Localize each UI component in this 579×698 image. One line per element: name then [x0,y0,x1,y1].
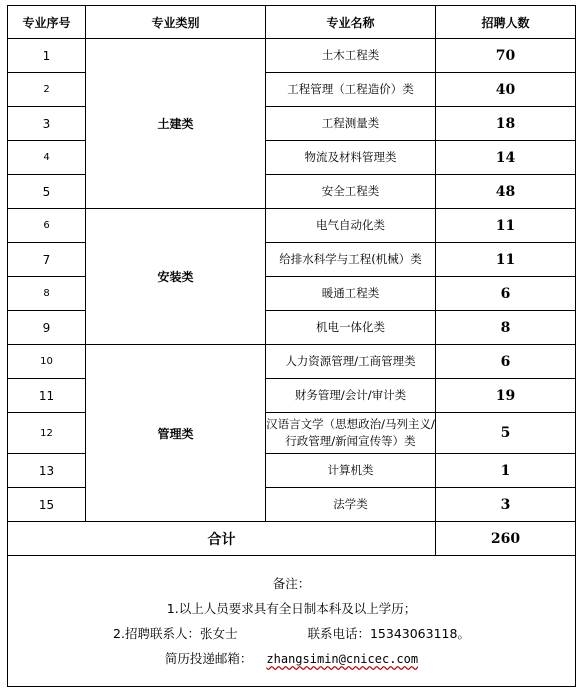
notes-cell [8,556,576,687]
header-major-name: 专业名称 [266,6,436,39]
header-seq: 专业序号 [8,6,86,39]
table-row [8,39,576,73]
count-cell: 5 [436,413,576,454]
seq-cell: 4 [8,141,86,175]
seq-cell: 15 [8,488,86,522]
count-cell: 18 [436,107,576,141]
seq-cell: 8 [8,277,86,311]
header-count: 招聘人数 [436,6,576,39]
seq-cell: 10 [8,345,86,379]
major-name-cell: 安全工程类 [266,175,436,209]
major-name-cell: 工程管理（工程造价）类 [266,73,436,107]
email-label: 简历投递邮箱： [164,650,253,666]
notes-line-email [8,646,575,672]
total-label: 合计 [8,522,436,556]
seq-cell: 7 [8,243,86,277]
count-cell: 8 [436,311,576,345]
notes-line-education: 1.以上人员要求具有全日制本科及以上学历； [166,600,417,616]
major-name-cell: 暖通工程类 [266,277,436,311]
count-cell: 14 [436,141,576,175]
email-address[interactable]: zhangsimin@cnicec.com [266,651,419,666]
category-cell: 管理类 [86,345,266,522]
notes-title: 备注： [272,575,311,591]
major-name-cell: 计算机类 [266,454,436,488]
major-name-cell: 工程测量类 [266,107,436,141]
seq-cell: 9 [8,311,86,345]
major-name-cell: 人力资源管理/工商管理类 [266,345,436,379]
contact-person: 2.招聘联系人：张女士 [113,625,238,641]
seq-cell: 1 [8,39,86,73]
major-name-cell: 给排水科学与工程(机械）类 [266,243,436,277]
count-cell: 3 [436,488,576,522]
major-name-cell: 土木工程类 [266,39,436,73]
major-name-cell: 法学类 [266,488,436,522]
major-name-cell: 物流及材料管理类 [266,141,436,175]
seq-cell: 3 [8,107,86,141]
table-body [8,6,576,687]
count-cell: 70 [436,39,576,73]
table-row [8,209,576,243]
seq-cell: 2 [8,73,86,107]
count-cell: 11 [436,209,576,243]
major-name-cell: 财务管理/会计/审计类 [266,379,436,413]
header-category: 专业类别 [86,6,266,39]
seq-cell: 6 [8,209,86,243]
major-name-cell: 汉语言文学（思想政治/马列主义/行政管理/新闻宣传等）类 [266,413,436,454]
seq-cell: 5 [8,175,86,209]
seq-cell: 11 [8,379,86,413]
recruitment-table [7,5,576,687]
total-value: 260 [436,522,576,556]
count-cell: 6 [436,277,576,311]
contact-phone: 联系电话：15343063118。 [307,625,470,641]
total-row [8,522,576,556]
count-cell: 48 [436,175,576,209]
category-cell: 土建类 [86,39,266,209]
count-cell: 6 [436,345,576,379]
recruitment-table-sheet [7,5,575,695]
category-cell: 安装类 [86,209,266,345]
major-name-cell: 机电一体化类 [266,311,436,345]
count-cell: 40 [436,73,576,107]
seq-cell: 12 [8,413,86,454]
header-row [8,6,576,39]
count-cell: 11 [436,243,576,277]
count-cell: 19 [436,379,576,413]
table-row [8,345,576,379]
major-name-cell: 电气自动化类 [266,209,436,243]
seq-cell: 13 [8,454,86,488]
notes-line-contact [8,621,575,646]
count-cell: 1 [436,454,576,488]
notes-row [8,556,576,687]
